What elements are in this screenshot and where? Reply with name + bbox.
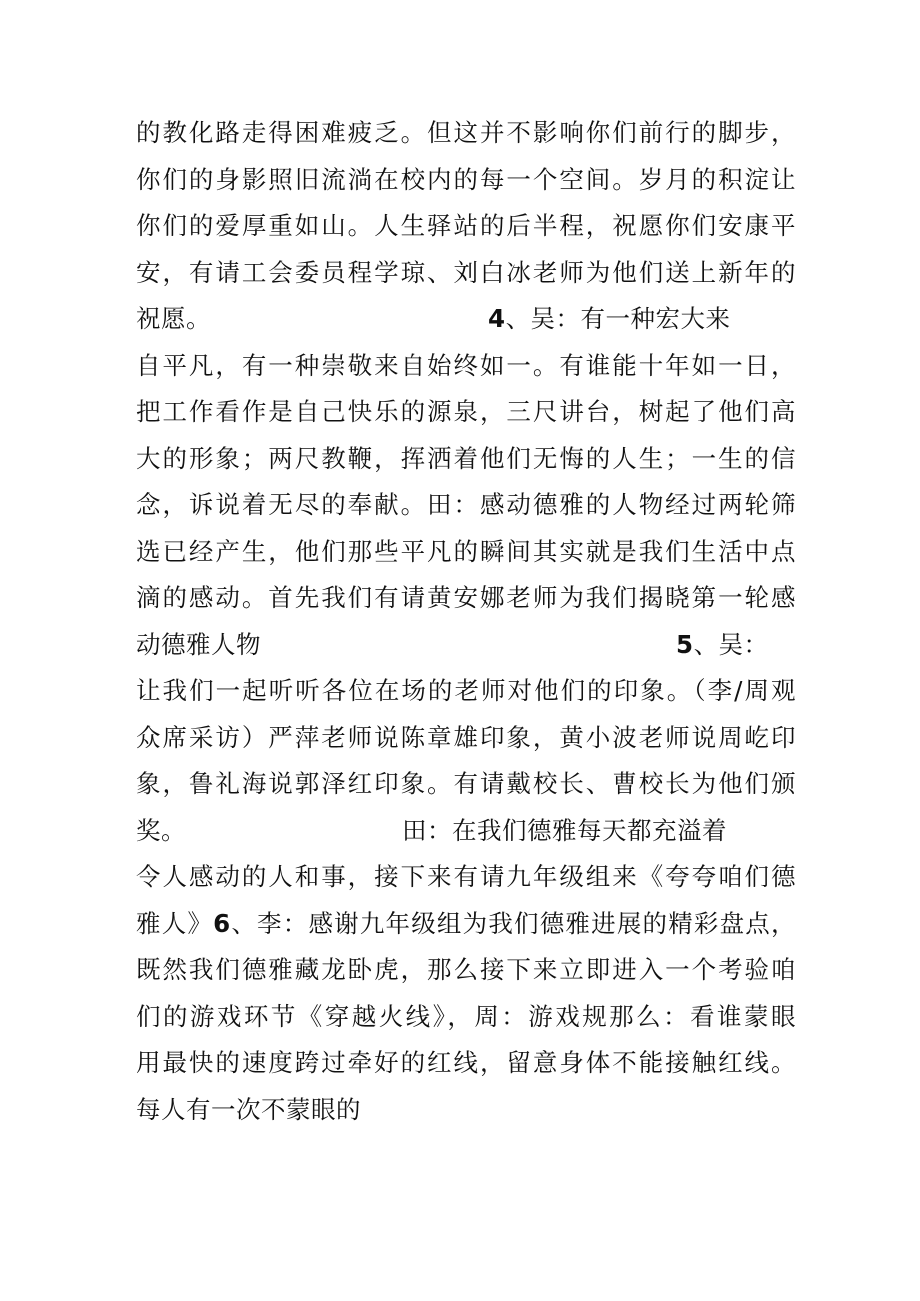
text-line xyxy=(136,296,796,343)
line-text: 、李：感谢九年级组为我们德雅进展的精彩盘点， xyxy=(230,908,796,938)
text-line: 把工作看作是自己快乐的源泉，三尺讲台，树起了他们高 xyxy=(136,397,796,426)
line-text: 田：在我们德雅每天都充溢着 xyxy=(402,815,727,845)
text-line: 的教化路走得困难疲乏。但这并不影响你们前行的脚步， xyxy=(136,118,796,147)
text-line xyxy=(136,622,796,669)
text-line: 用最快的速度跨过牵好的红线，留意身体不能接触红线。 xyxy=(136,1048,796,1077)
line-text: 动德雅人物 xyxy=(136,629,261,659)
text-line: 既然我们德雅藏龙卧虎，那么接下来立即进入一个考验咱 xyxy=(136,955,796,984)
item-number: 4 xyxy=(488,304,506,333)
text-line xyxy=(136,901,796,948)
text-line: 令人感动的人和事，接下来有请九年级组来《夸夸咱们德 xyxy=(136,862,796,891)
text-line: 念，诉说着无尽的奉献。田：感动德雅的人物经过两轮筛 xyxy=(136,490,796,519)
line-text: 奖。 xyxy=(136,815,186,845)
text-line: 滴的感动。首先我们有请黄安娜老师为我们揭晓第一轮感 xyxy=(136,583,796,612)
text-line: 你们的身影照旧流淌在校内的每一个空间。岁月的积淀让 xyxy=(136,164,796,194)
text-line: 选已经产生，他们那些平凡的瞬间其实就是我们生活中点 xyxy=(136,536,796,566)
item-number: 5 xyxy=(676,629,694,659)
text-line: 象，鲁礼海说郭泽红印象。有请戴校长、曹校长为他们颁 xyxy=(136,769,796,798)
text-line: 每人有一次不蒙眼的 xyxy=(136,1094,361,1124)
line-text: 祝愿。 xyxy=(136,304,211,333)
line-text: 雅人》 xyxy=(136,908,214,938)
text-line: 们的游戏环节《穿越火线》，周：游戏规那么：看谁蒙眼 xyxy=(136,1001,796,1031)
text-line: 自平凡，有一种崇敬来自始终如一。有谁能十年如一日， xyxy=(136,350,796,380)
text-line xyxy=(136,808,796,855)
text-line: 大的形象；两尺教鞭，挥洒着他们无悔的人生；一生的信 xyxy=(136,443,796,473)
text-line: 众席采访）严萍老师说陈章雄印象，黄小波老师说周屹印 xyxy=(136,722,796,752)
body-text xyxy=(136,110,796,1133)
line-text: 、吴： xyxy=(693,629,769,659)
text-line: 你们的爱厚重如山。人生驿站的后半程，祝愿你们安康平 xyxy=(136,211,796,240)
line-text: 、吴：有一种宏大来 xyxy=(505,304,731,333)
text-line: 安，有请工会委员程学琼、刘白冰老师为他们送上新年的 xyxy=(136,257,796,287)
item-number: 6 xyxy=(213,908,231,938)
text-line: 让我们一起听听各位在场的老师对他们的印象。（李/周观 xyxy=(136,676,796,705)
